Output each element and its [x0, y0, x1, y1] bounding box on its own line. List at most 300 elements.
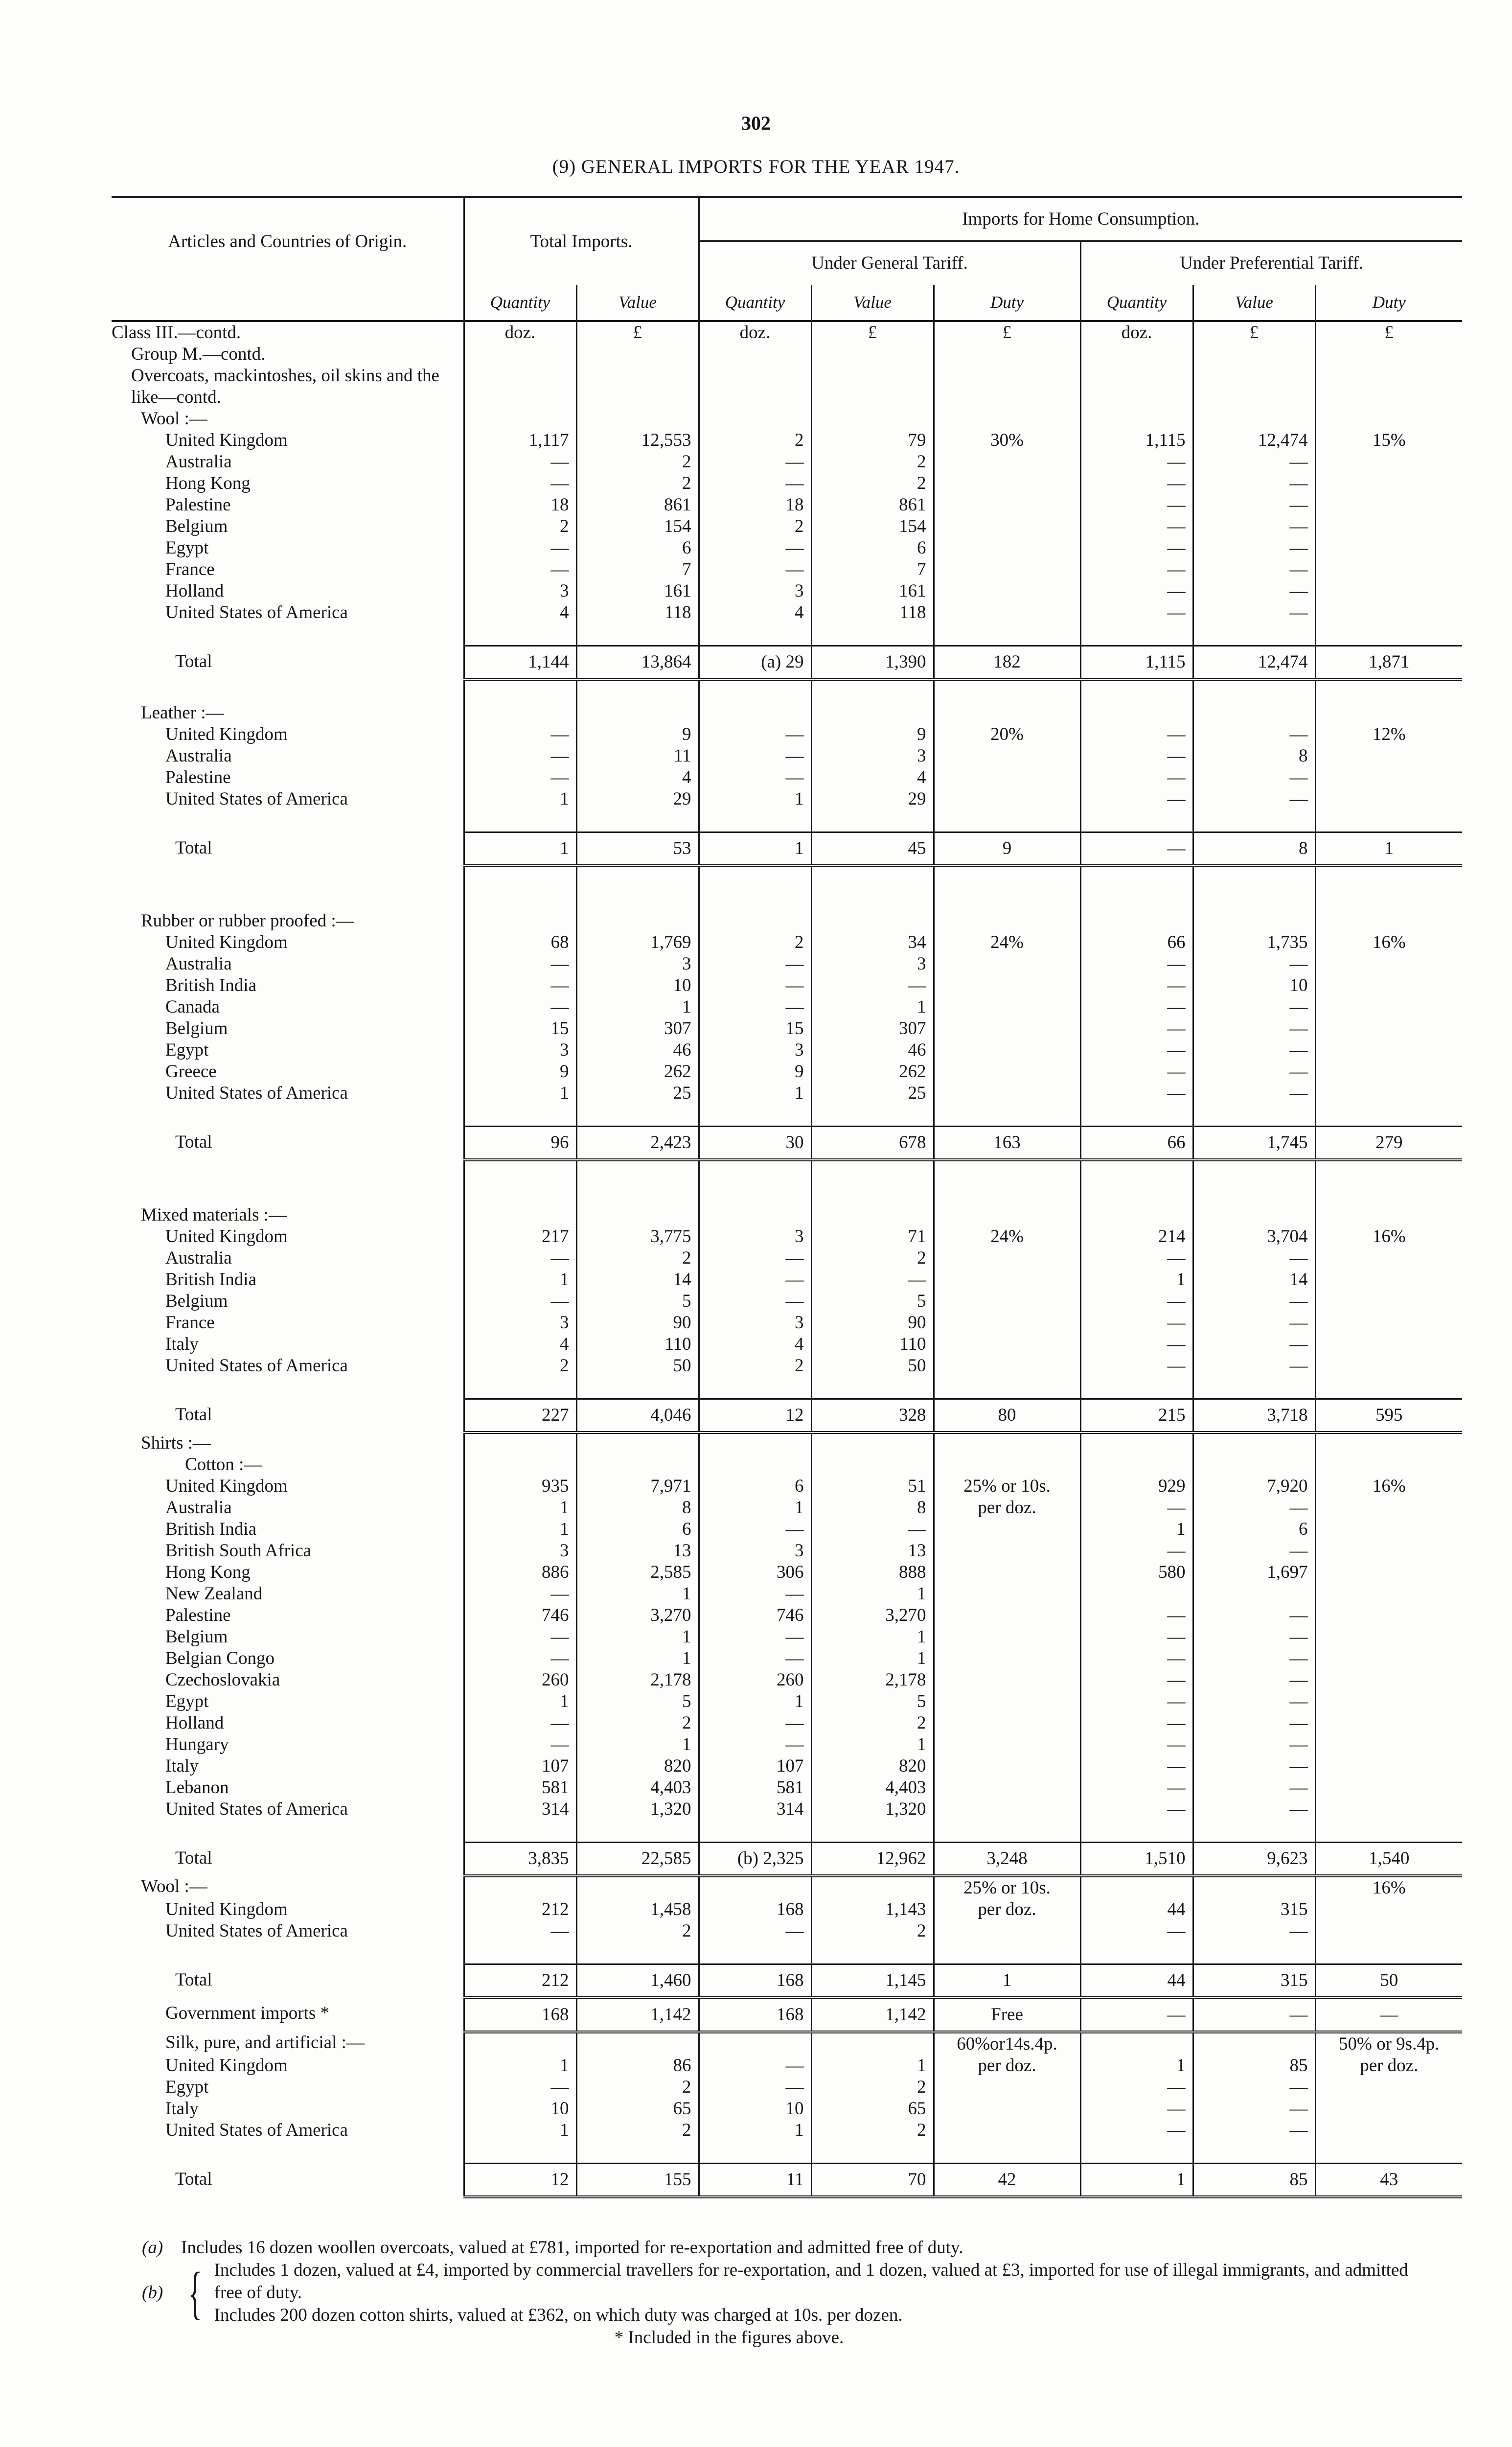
total-value-cell: 262	[576, 1061, 699, 1083]
general-duty-cell: 3,248	[934, 1843, 1080, 1876]
total-value-cell: 2,178	[576, 1669, 699, 1691]
general-quantity-cell: —	[699, 1269, 811, 1291]
brace-glyph: {	[188, 2260, 203, 2325]
general-quantity-cell: 1	[699, 1083, 811, 1104]
total-quantity-cell: 12	[464, 2164, 576, 2197]
general-quantity-cell: —	[699, 559, 811, 580]
total-quantity-cell: 3	[464, 1540, 576, 1562]
row-label: Palestine	[165, 767, 231, 787]
table-row	[112, 1291, 1462, 1312]
row-label: Belgium	[165, 1291, 228, 1311]
total-value-cell: 1	[576, 1648, 699, 1669]
pref-value-cell: 12,474	[1193, 646, 1315, 680]
total-value-cell: 155	[576, 2164, 699, 2197]
general-quantity-cell: —	[699, 745, 811, 767]
total-quantity-cell: 1	[464, 1519, 576, 1540]
total-row	[112, 1998, 1462, 2032]
total-quantity-cell: —	[464, 745, 576, 767]
table-row	[112, 602, 1462, 623]
general-value-cell: 1	[811, 996, 934, 1018]
general-value-cell: 262	[811, 1061, 934, 1083]
general-value-cell	[811, 1204, 934, 1226]
pref-quantity-cell: —	[1080, 451, 1193, 473]
pref-duty-cell	[1315, 2077, 1462, 2098]
pref-quantity-cell: —	[1080, 1312, 1193, 1334]
general-quantity-cell: —	[699, 1920, 811, 1942]
pref-quantity-cell: —	[1080, 1998, 1193, 2032]
total-value-cell	[576, 702, 699, 724]
pref-duty-cell	[1315, 408, 1462, 430]
general-value-cell: 34	[811, 932, 934, 953]
table-row	[112, 1061, 1462, 1083]
general-duty-cell: 60%or14s.4p.	[934, 2032, 1080, 2055]
general-value-cell: 51	[811, 1476, 934, 1497]
imports-table-container	[112, 196, 1440, 2198]
unit-pound: £	[811, 321, 934, 344]
total-value-cell: 307	[576, 1018, 699, 1039]
general-quantity-cell	[699, 1876, 811, 1899]
pref-duty-cell	[1315, 1519, 1462, 1540]
pref-duty-cell	[1315, 1269, 1462, 1291]
general-value-cell: 2	[811, 2120, 934, 2141]
pref-duty-cell	[1315, 1799, 1462, 1820]
general-quantity-cell: 3	[699, 1540, 811, 1562]
total-quantity-cell: 1	[464, 788, 576, 810]
general-duty-cell	[934, 1755, 1080, 1777]
total-value-cell	[576, 1876, 699, 1899]
row-label: Holland	[165, 581, 224, 601]
general-quantity-cell: 15	[699, 1018, 811, 1039]
total-quantity-cell	[464, 910, 576, 932]
table-row	[112, 1583, 1462, 1605]
general-value-cell: —	[811, 1269, 934, 1291]
table-row	[112, 1312, 1462, 1334]
pref-duty-cell	[1315, 451, 1462, 473]
total-quantity-cell: 107	[464, 1755, 576, 1777]
table-body	[112, 321, 1462, 2197]
pref-value-cell	[1193, 1583, 1315, 1605]
pref-quantity-cell	[1080, 2032, 1193, 2055]
general-duty-cell	[934, 1269, 1080, 1291]
footnote-a-text: Includes 16 dozen woollen overcoats, valued at £781, imported for re-exportation and admitted free of duty.	[181, 2238, 963, 2258]
total-quantity-cell: —	[464, 1648, 576, 1669]
table-row	[112, 2098, 1462, 2120]
total-value-cell: 2	[576, 2120, 699, 2141]
general-quantity-cell: —	[699, 1247, 811, 1269]
table-row	[112, 1734, 1462, 1755]
row-label: Shirts :—	[141, 1433, 211, 1453]
total-quantity-cell: —	[464, 724, 576, 745]
general-duty-cell: 42	[934, 2164, 1080, 2197]
pref-duty-cell	[1315, 702, 1462, 724]
general-duty-cell: 1	[934, 1964, 1080, 1998]
pref-duty-cell	[1315, 1734, 1462, 1755]
table-row	[112, 1334, 1462, 1355]
general-value-cell: 29	[811, 788, 934, 810]
total-value-cell: 12,553	[576, 430, 699, 451]
pref-duty-cell	[1315, 1899, 1462, 1920]
page-number: 302	[741, 112, 771, 134]
general-quantity-cell	[699, 1432, 811, 1454]
general-quantity-cell: 3	[699, 1226, 811, 1247]
table-row	[112, 1876, 1462, 1899]
pref-duty-cell	[1315, 953, 1462, 975]
total-quantity-cell	[464, 1454, 576, 1476]
general-value-cell: 110	[811, 1334, 934, 1355]
pref-quantity-cell: —	[1080, 975, 1193, 996]
total-quantity-cell: 3	[464, 1312, 576, 1334]
spacer-row	[112, 889, 1462, 910]
total-value-cell: 7	[576, 559, 699, 580]
general-value-cell: 70	[811, 2164, 934, 2197]
row-label: United States of America	[165, 2120, 348, 2140]
row-label: United Kingdom	[165, 430, 288, 450]
general-quantity-cell: 12	[699, 1399, 811, 1433]
footnote-b-text-1: Includes 1 dozen, valued at £4, imported by commercial travellers for re-exportation, and 1 dozen, valued at £3, imported for use of illegal immigrants, and admitted free of duty.	[214, 2260, 1408, 2303]
pref-quantity-cell: —	[1080, 1605, 1193, 1626]
pref-value-cell: —	[1193, 1691, 1315, 1712]
general-duty-cell	[934, 1799, 1080, 1820]
table-row	[112, 1039, 1462, 1061]
total-quantity-cell: 18	[464, 494, 576, 516]
table-row	[112, 494, 1462, 516]
pref-duty-cell	[1315, 1018, 1462, 1039]
pref-duty-cell	[1315, 745, 1462, 767]
preferential-tariff-header: Under Preferential Tariff.	[1080, 241, 1462, 285]
total-value-cell: 10	[576, 975, 699, 996]
pref-value-cell	[1193, 1204, 1315, 1226]
row-label: Wool :—	[141, 409, 207, 429]
total-value-cell: 2,423	[576, 1127, 699, 1160]
pref-quantity-cell	[1080, 1583, 1193, 1605]
general-duty-cell	[934, 953, 1080, 975]
pref-duty-cell: 1,871	[1315, 646, 1462, 680]
subheading-row	[112, 702, 1462, 724]
pref-value-cell: 1,735	[1193, 932, 1315, 953]
row-label: British India	[165, 975, 257, 995]
total-quantity-cell: —	[464, 767, 576, 788]
total-value-cell: 1,460	[576, 1964, 699, 1998]
unit-pound: £	[1315, 321, 1462, 344]
row-label: Silk, pure, and artificial :—	[165, 2032, 365, 2053]
row-label: United States of America	[165, 1921, 348, 1941]
pref-quantity-cell: —	[1080, 580, 1193, 602]
pref-duty-cell: 16%	[1315, 932, 1462, 953]
unit-doz: doz.	[699, 321, 811, 344]
general-quantity-cell: 1	[699, 1691, 811, 1712]
general-duty-cell	[934, 1519, 1080, 1540]
pref-duty-cell	[1315, 494, 1462, 516]
pref-duty-cell	[1315, 1712, 1462, 1734]
pref-quantity-cell	[1080, 1204, 1193, 1226]
row-label: France	[165, 559, 215, 579]
total-value-cell: 1	[576, 1583, 699, 1605]
pref-value-cell: 1,745	[1193, 1127, 1315, 1160]
row-label: Palestine	[165, 495, 231, 515]
total-quantity-cell: 2	[464, 516, 576, 537]
pref-duty-cell	[1315, 1204, 1462, 1226]
pref-quantity-cell: 580	[1080, 1562, 1193, 1583]
total-value-cell	[576, 1432, 699, 1454]
general-duty-header: Duty	[934, 285, 1080, 321]
row-label: Belgium	[165, 1018, 228, 1039]
table-row	[112, 1476, 1462, 1497]
row-label: British India	[165, 1270, 257, 1290]
row-label: United States of America	[165, 1356, 348, 1376]
total-value-cell: 2	[576, 1920, 699, 1942]
general-quantity-cell: 3	[699, 1312, 811, 1334]
total-value-cell: 2	[576, 1712, 699, 1734]
general-duty-cell	[934, 1018, 1080, 1039]
total-value-cell: 1	[576, 996, 699, 1018]
general-quantity-cell: 3	[699, 580, 811, 602]
pref-quantity-header: Quantity	[1080, 285, 1193, 321]
table-row	[112, 1691, 1462, 1712]
pref-duty-cell	[1315, 788, 1462, 810]
pref-quantity-cell	[1080, 910, 1193, 932]
spacer-row	[112, 1160, 1462, 1183]
general-quantity-cell: (a) 29	[699, 646, 811, 680]
pref-value-cell: —	[1193, 1355, 1315, 1377]
general-quantity-cell: —	[699, 1734, 811, 1755]
total-quantity-cell: 1	[464, 1083, 576, 1104]
table-row	[112, 1899, 1462, 1920]
total-quantity-cell: 212	[464, 1964, 576, 1998]
pref-value-cell: 85	[1193, 2055, 1315, 2077]
general-quantity-cell: 4	[699, 602, 811, 623]
total-imports-header: Total Imports.	[464, 197, 699, 285]
total-quantity-header: Quantity	[464, 285, 576, 321]
pref-quantity-cell: —	[1080, 559, 1193, 580]
table-row	[112, 1920, 1462, 1942]
pref-value-cell: —	[1193, 1755, 1315, 1777]
total-quantity-cell	[464, 1204, 576, 1226]
pref-value-cell: —	[1193, 724, 1315, 745]
pref-value-cell: 8	[1193, 745, 1315, 767]
row-label: United Kingdom	[165, 2055, 288, 2076]
general-value-cell	[811, 2032, 934, 2055]
spacer-row	[112, 1104, 1462, 1127]
total-value-cell: 6	[576, 1519, 699, 1540]
pref-duty-cell	[1315, 1920, 1462, 1942]
unit-pound: £	[576, 321, 699, 344]
row-label: United States of America	[165, 789, 348, 809]
pref-duty-cell: 16%	[1315, 1876, 1462, 1899]
total-value-cell: 9	[576, 724, 699, 745]
pref-duty-cell	[1315, 1247, 1462, 1269]
general-quantity-cell	[699, 1204, 811, 1226]
pref-quantity-cell: 1	[1080, 2164, 1193, 2197]
general-quantity-cell: 2	[699, 430, 811, 451]
total-quantity-cell: 4	[464, 602, 576, 623]
pref-value-cell: —	[1193, 580, 1315, 602]
total-value-cell: 2	[576, 473, 699, 494]
table-row	[112, 975, 1462, 996]
general-quantity-cell: —	[699, 1519, 811, 1540]
pref-duty-cell	[1315, 537, 1462, 559]
general-quantity-cell	[699, 910, 811, 932]
general-quantity-cell: 581	[699, 1777, 811, 1799]
total-quantity-cell: 10	[464, 2098, 576, 2120]
table-row	[112, 451, 1462, 473]
row-label: Mixed materials :—	[141, 1205, 287, 1225]
row-label: United States of America	[165, 1799, 348, 1819]
general-duty-cell: 30%	[934, 430, 1080, 451]
total-row	[112, 646, 1462, 680]
pref-quantity-cell: —	[1080, 1799, 1193, 1820]
total-quantity-cell: 3,835	[464, 1843, 576, 1876]
general-value-cell: 1	[811, 1648, 934, 1669]
pref-quantity-cell: —	[1080, 1712, 1193, 1734]
pref-quantity-cell: —	[1080, 1083, 1193, 1104]
table-row	[112, 537, 1462, 559]
pref-quantity-cell	[1080, 702, 1193, 724]
total-value-cell: 53	[576, 832, 699, 866]
general-value-cell: 2	[811, 2077, 934, 2098]
total-value-cell: 3,775	[576, 1226, 699, 1247]
general-duty-cell	[934, 2077, 1080, 2098]
general-quantity-cell: 2	[699, 932, 811, 953]
general-quantity-cell: —	[699, 1712, 811, 1734]
general-quantity-cell: 1	[699, 2120, 811, 2141]
unit-doz: doz.	[1080, 321, 1193, 344]
general-duty-cell: per doz.	[934, 2055, 1080, 2077]
general-value-cell	[811, 1876, 934, 1899]
general-duty-cell	[934, 767, 1080, 788]
total-quantity-cell	[464, 1432, 576, 1454]
total-row	[112, 1843, 1462, 1876]
total-value-cell: 3,270	[576, 1605, 699, 1626]
total-quantity-cell: 886	[464, 1562, 576, 1583]
general-value-cell: 678	[811, 1127, 934, 1160]
pref-duty-cell	[1315, 1755, 1462, 1777]
subheading-row	[112, 1432, 1462, 1454]
general-quantity-cell	[699, 1454, 811, 1476]
total-value-cell: 1,769	[576, 932, 699, 953]
pref-duty-cell	[1315, 1083, 1462, 1104]
pref-quantity-cell: 66	[1080, 932, 1193, 953]
table-row	[112, 559, 1462, 580]
total-quantity-cell: 68	[464, 932, 576, 953]
total-quantity-cell: —	[464, 1626, 576, 1648]
pref-quantity-cell: —	[1080, 1247, 1193, 1269]
general-duty-cell	[934, 2120, 1080, 2141]
total-quantity-cell: —	[464, 451, 576, 473]
total-value-cell: 2,585	[576, 1562, 699, 1583]
row-label: Belgium	[165, 516, 228, 536]
pref-duty-cell	[1315, 1061, 1462, 1083]
pref-duty-cell	[1315, 580, 1462, 602]
subheading-row	[112, 910, 1462, 932]
pref-value-cell: —	[1193, 1083, 1315, 1104]
pref-duty-cell	[1315, 910, 1462, 932]
general-value-cell: 861	[811, 494, 934, 516]
spacer-row	[112, 866, 1462, 889]
general-quantity-cell: 746	[699, 1605, 811, 1626]
general-quantity-header: Quantity	[699, 285, 811, 321]
total-value-cell	[576, 2032, 699, 2055]
general-duty-cell	[934, 745, 1080, 767]
articles-subheader-blank	[112, 285, 464, 321]
general-value-cell	[811, 1432, 934, 1454]
general-duty-cell	[934, 537, 1080, 559]
pref-duty-cell	[1315, 1039, 1462, 1061]
footnote-b-text-2: Includes 200 dozen cotton shirts, valued at £362, on which duty was charged at 10s. per dozen.	[214, 2305, 903, 2325]
total-value-cell	[576, 408, 699, 430]
general-duty-cell	[934, 1669, 1080, 1691]
general-value-cell: 1	[811, 1626, 934, 1648]
total-value-cell: 25	[576, 1083, 699, 1104]
pref-quantity-cell: —	[1080, 494, 1193, 516]
general-value-cell: 1,390	[811, 646, 934, 680]
pref-duty-cell	[1315, 1540, 1462, 1562]
total-label: Total	[175, 2169, 212, 2189]
table-row	[112, 1269, 1462, 1291]
general-quantity-cell: 168	[699, 1964, 811, 1998]
general-value-cell: 1,145	[811, 1964, 934, 1998]
total-quantity-cell: 217	[464, 1226, 576, 1247]
total-quantity-cell	[464, 702, 576, 724]
general-value-cell: 307	[811, 1018, 934, 1039]
pref-value-cell: 7,920	[1193, 1476, 1315, 1497]
row-label: Egypt	[165, 1040, 209, 1060]
row-label: British India	[165, 1519, 257, 1539]
total-value-cell: 4,403	[576, 1777, 699, 1799]
total-value-cell: 161	[576, 580, 699, 602]
pref-value-cell: 1,697	[1193, 1562, 1315, 1583]
general-value-cell: 1,142	[811, 1998, 934, 2032]
pref-value-cell: 6	[1193, 1519, 1315, 1540]
pref-quantity-cell: 1,115	[1080, 430, 1193, 451]
general-value-cell: 3	[811, 953, 934, 975]
footnotes	[142, 2237, 1463, 2349]
class-label: Class III.—contd.	[112, 323, 241, 343]
footnote-star: * Included in the figures above.	[614, 2328, 844, 2348]
pref-duty-cell: 595	[1315, 1399, 1462, 1433]
total-value-cell: 820	[576, 1755, 699, 1777]
general-value-cell: 161	[811, 580, 934, 602]
general-value-cell: 1,320	[811, 1799, 934, 1820]
general-value-cell: 79	[811, 430, 934, 451]
total-quantity-cell: 935	[464, 1476, 576, 1497]
total-quantity-cell: —	[464, 996, 576, 1018]
spacer-row	[112, 679, 1462, 702]
table-row	[112, 767, 1462, 788]
general-duty-cell: 25% or 10s.	[934, 1476, 1080, 1497]
home-consumption-header: Imports for Home Consumption.	[699, 197, 1462, 241]
general-duty-cell	[934, 1648, 1080, 1669]
row-label: United States of America	[165, 602, 348, 623]
general-duty-cell	[934, 975, 1080, 996]
general-value-cell: 2,178	[811, 1669, 934, 1691]
total-quantity-cell: 212	[464, 1899, 576, 1920]
footnote-b	[142, 2259, 1463, 2327]
table-row	[112, 1083, 1462, 1104]
pref-quantity-cell: —	[1080, 832, 1193, 866]
general-quantity-cell: 9	[699, 1061, 811, 1083]
footnote-a-label: (a)	[142, 2238, 163, 2258]
total-quantity-cell: 168	[464, 1998, 576, 2032]
pref-quantity-cell: —	[1080, 1018, 1193, 1039]
general-duty-cell	[934, 580, 1080, 602]
pref-quantity-cell: —	[1080, 1626, 1193, 1648]
row-label: United Kingdom	[165, 724, 288, 744]
table-row	[112, 1755, 1462, 1777]
general-value-cell: 1	[811, 1583, 934, 1605]
pref-quantity-cell: 44	[1080, 1964, 1193, 1998]
pref-value-cell: —	[1193, 1018, 1315, 1039]
total-quantity-cell: —	[464, 1712, 576, 1734]
